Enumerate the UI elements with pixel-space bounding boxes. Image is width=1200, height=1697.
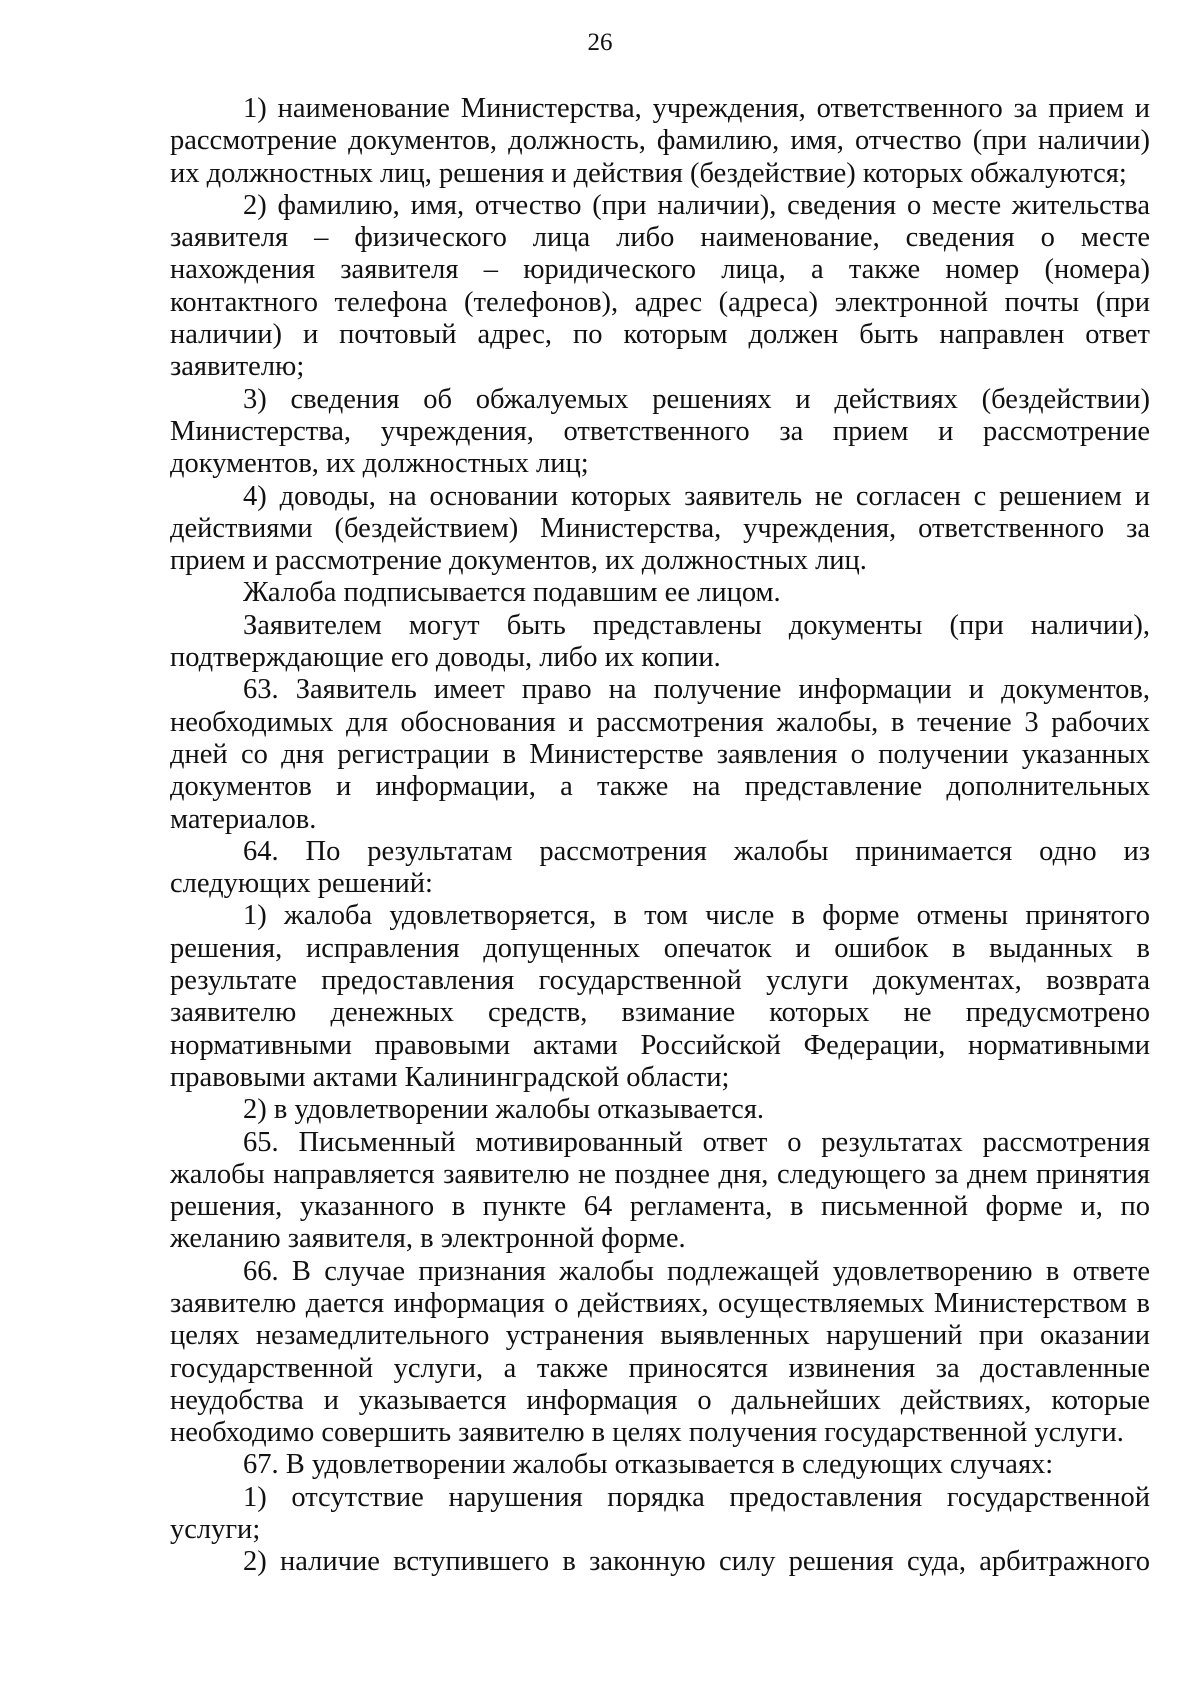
paragraph-complaint-item-3: 3) сведения об обжалуемых решениях и действиях (бездействии) Министерства, учреждения, ответственного за прием и рассмотрение документов, их должностных лиц;	[170, 383, 1150, 480]
paragraph-clause-67: 67. В удовлетворении жалобы отказывается в следующих случаях:	[243, 1449, 1054, 1481]
paragraph-clause-66: 66. В случае признания жалобы подлежащей удовлетворению в ответе заявителю дается информация о действиях, осуществляемых Министерством в целях незамедлительного устранения выявленных нарушений при оказании государственной услуги, а также приносятся извинения за доставленные неудобства и указывается информация о дальнейших действиях, которые необходимо совершить заявителю в целях получения государственной услуги.	[170, 1255, 1150, 1449]
paragraph-complaint-item-1: 1) наименование Министерства, учреждения, ответственного за прием и рассмотрение документов, должность, фамилию, имя, отчество (при наличии) их должностных лиц, решения и действия (бездействие) которых обжалуются;	[170, 93, 1150, 189]
page-number: 26	[587, 29, 613, 56]
paragraph-clause-65: 65. Письменный мотивированный ответ о результатах рассмотрения жалобы направляется заявителю не позднее дня, следующего за днем принятия решения, указанного в пункте 64 регламента, в письменной форме и, по желанию заявителя, в электронной форме.	[170, 1126, 1150, 1255]
paragraph-clause-67-item-2: 2) наличие вступившего в законную силу решения суда, арбитражного	[243, 1546, 1150, 1578]
paragraph-complaint-item-2: 2) фамилию, имя, отчество (при наличии), сведения о месте жительства заявителя – физического лица либо наименование, сведения о месте нахождения заявителя – юридического лица, а также номер (номера) контактного телефона (телефонов), адрес (адреса) электронной почты (при наличии) и почтовый адрес, по которым должен быть направлен ответ заявителю;	[170, 189, 1150, 383]
paragraph-clause-64-item-2: 2) в удовлетворении жалобы отказывается.	[243, 1094, 765, 1126]
paragraph-complaint-item-4: 4) доводы, на основании которых заявитель не согласен с решением и действиями (бездействием) Министерства, учреждения, ответственного за прием и рассмотрение документов, их должностных лиц.	[170, 480, 1150, 577]
document-body	[170, 93, 1150, 1579]
paragraph-clause-64: 64. По результатам рассмотрения жалобы принимается одно из следующих решений:	[170, 835, 1150, 900]
paragraph-supporting-documents: Заявителем могут быть представлены документы (при наличии), подтверждающие его доводы, либо их копии.	[170, 609, 1150, 674]
paragraph-clause-64-item-1: 1) жалоба удовлетворяется, в том числе в форме отмены принятого решения, исправления допущенных опечаток и ошибок в выданных в результате предоставления государственной услуги документах, возврата заявителю денежных средств, взимание которых не предусмотрено нормативными правовыми актами Российской Федерации, нормативными правовыми актами Калининградской области;	[170, 900, 1150, 1093]
paragraph-clause-63: 63. Заявитель имеет право на получение информации и документов, необходимых для обоснования и рассмотрения жалобы, в течение 3 рабочих дней со дня регистрации в Министерстве заявления о получении указанных документов и информации, а также на представление дополнительных материалов.	[170, 674, 1150, 835]
paragraph-signature-note: Жалоба подписывается подавшим ее лицом.	[243, 577, 781, 609]
paragraph-clause-67-item-1: 1) отсутствие нарушения порядка предоставления государственной услуги;	[170, 1481, 1150, 1546]
